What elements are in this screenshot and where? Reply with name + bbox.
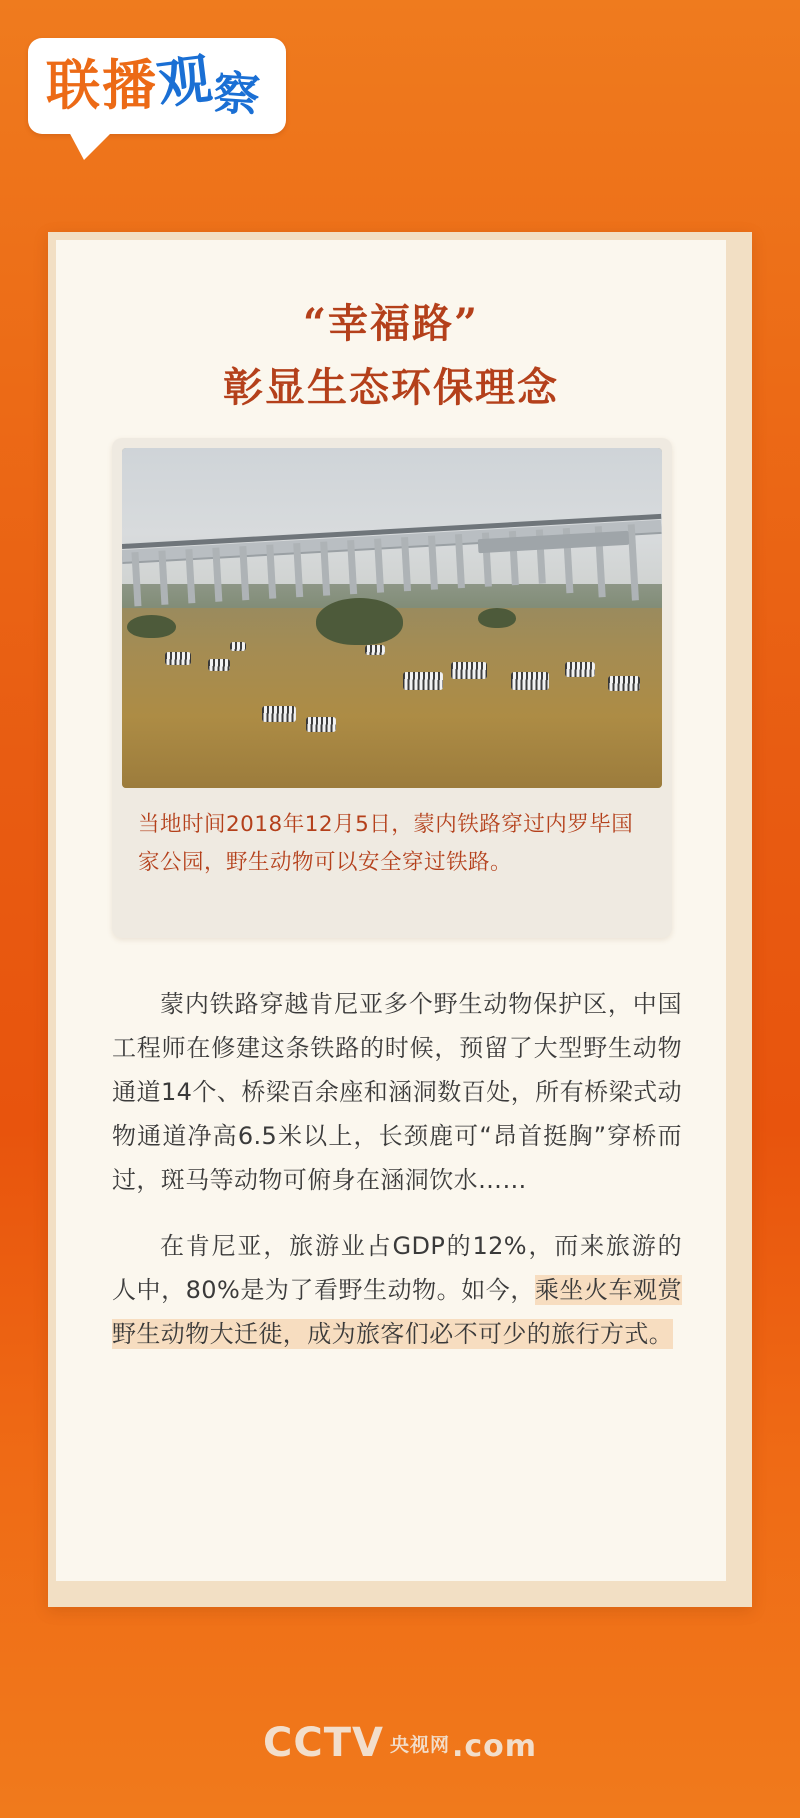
badge-char-1: 联	[46, 54, 102, 117]
photo-zebra	[451, 662, 487, 679]
badge-char-3: 观	[153, 46, 218, 117]
page-title	[56, 292, 726, 420]
article-card	[48, 232, 752, 1607]
article-paragraph-2	[112, 1224, 682, 1356]
photo-zebra	[230, 642, 246, 651]
cctv-logo	[263, 1720, 537, 1766]
badge-label	[46, 46, 270, 123]
article-paragraph-2-text: 在肯尼亚，旅游业占GDP的12%，而来旅游的人中，80%是为了看野生动物。如今，乘坐火车观赏野生动物大迁徙，成为旅客们必不可少的旅行方式。	[112, 1232, 683, 1348]
photo-zebra	[262, 706, 296, 722]
photo-zebra	[306, 717, 336, 732]
photo-zebra	[608, 676, 640, 691]
badge-tail	[68, 130, 114, 160]
page-title-line2: 彰显生态环保理念	[223, 364, 559, 411]
photo-zebra	[165, 652, 191, 665]
photo-bush	[316, 598, 402, 646]
highlighted-sentence: 乘坐火车观赏野生动物大迁徙，成为旅客们必不可少的旅行方式。	[112, 1276, 683, 1348]
article-body	[112, 982, 682, 1378]
photo-bush	[127, 615, 176, 639]
photo-zebra	[511, 672, 549, 690]
photo-bush	[478, 608, 516, 628]
page-title-line1: “幸福路”	[302, 300, 479, 347]
article-card-inner	[56, 240, 726, 1581]
badge-char-2: 播	[102, 54, 158, 117]
footer	[0, 1720, 800, 1766]
cctv-logo-suffix: .com	[451, 1729, 538, 1764]
article-paragraph-1: 蒙内铁路穿越肯尼亚多个野生动物保护区，中国工程师在修建这条铁路的时候，预留了大型野生动物通道14个、桥梁百余座和涵洞数百处，所有桥梁式动物通道净高6.5米以上，长颈鹿可“昂首挺胸”穿桥而过，斑马等动物可俯身在涵洞饮水……	[112, 990, 682, 1194]
photo-block	[112, 438, 672, 938]
railway-zebra-photo	[122, 448, 662, 788]
program-badge	[28, 38, 298, 166]
badge-char-4: 察	[211, 65, 264, 123]
cctv-logo-brand: CCTV	[262, 1720, 384, 1766]
photo-zebra	[208, 659, 230, 671]
photo-zebra	[365, 645, 385, 655]
photo-zebra	[403, 672, 443, 690]
cctv-logo-cn: 央视网	[389, 1734, 450, 1756]
photo-zebra	[565, 662, 595, 677]
photo-caption: 当地时间2018年12月5日，蒙内铁路穿过内罗毕国家公园，野生动物可以安全穿过铁路。	[138, 812, 634, 875]
